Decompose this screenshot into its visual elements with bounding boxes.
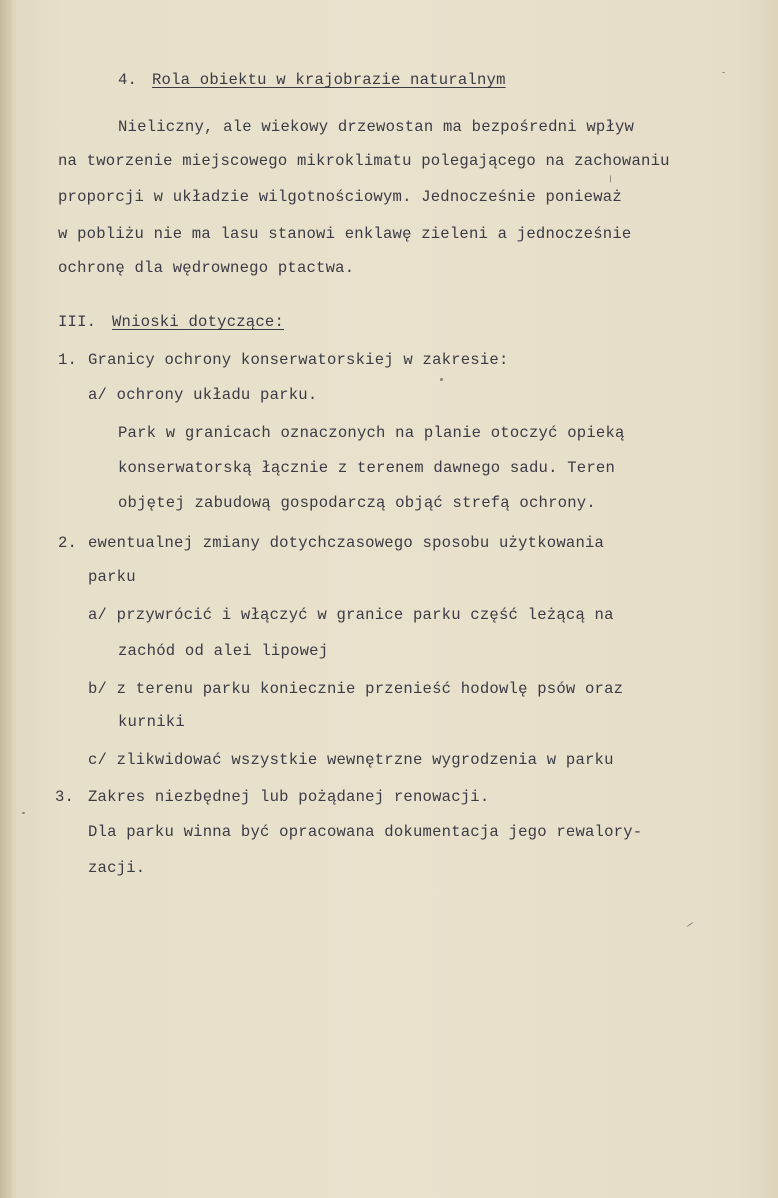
item-2-sub-c: c/ zlikwidować wszystkie wewnętrzne wygrodzenia w parku xyxy=(88,751,614,769)
paper-speck xyxy=(722,72,725,73)
page-edge-shadow xyxy=(0,0,12,1198)
paragraph-line: objętej zabudową gospodarczą objąć strefą ochrony. xyxy=(118,494,596,512)
item-2-sub-b: b/ z terenu parku koniecznie przenieść hodowlę psów oraz xyxy=(88,680,624,698)
item-2-sub-a-cont: zachód od alei lipowej xyxy=(118,642,329,660)
paragraph-line: Dla parku winna być opracowana dokumentacja jego rewalory- xyxy=(88,823,643,841)
paragraph-line: proporcji w układzie wilgotnościowym. Jednocześnie ponieważ xyxy=(58,188,622,206)
paragraph-line: na tworzenie miejscowego mikroklimatu polegającego na zachowaniu xyxy=(58,152,670,170)
item-1-sub-a: a/ ochrony układu parku. xyxy=(88,386,318,404)
item-1-number: 1. xyxy=(58,351,78,369)
paragraph-line: zacji. xyxy=(88,859,146,877)
item-2-sub-b-cont: kurniki xyxy=(118,713,185,731)
paper-speck xyxy=(440,378,443,381)
section-iii-number: III. xyxy=(58,313,97,331)
section-iii-heading: Wnioski dotyczące: xyxy=(112,313,285,331)
paragraph-line: Park w granicach oznaczonych na planie otoczyć opieką xyxy=(118,424,625,442)
item-2-sub-a: a/ przywrócić i włączyć w granice parku część leżącą na xyxy=(88,606,614,624)
paragraph-line: Nieliczny, ale wiekowy drzewostan ma bezpośredni wpływ xyxy=(118,118,635,136)
item-3-number: 3. xyxy=(55,788,75,806)
section-4-heading: Rola obiektu w krajobrazie naturalnym xyxy=(152,71,506,89)
item-2-number: 2. xyxy=(58,534,78,552)
paper-speck xyxy=(686,922,693,927)
paragraph-line: ochronę dla wędrownego ptactwa. xyxy=(58,259,355,277)
paragraph-line: w pobliżu nie ma lasu stanowi enklawę zieleni a jednocześnie xyxy=(58,225,632,243)
paper-speck xyxy=(610,175,611,183)
section-4-number: 4. xyxy=(118,71,138,89)
paper-speck xyxy=(22,812,25,814)
item-1-text: Granicy ochrony konserwatorskiej w zakresie: xyxy=(88,351,509,369)
item-2-text-cont: parku xyxy=(88,568,136,586)
paragraph-line: konserwatorską łącznie z terenem dawnego sadu. Teren xyxy=(118,459,616,477)
item-2-text: ewentualnej zmiany dotychczasowego sposobu użytkowania xyxy=(88,534,605,552)
item-3-text: Zakres niezbędnej lub pożądanej renowacji. xyxy=(88,788,490,806)
